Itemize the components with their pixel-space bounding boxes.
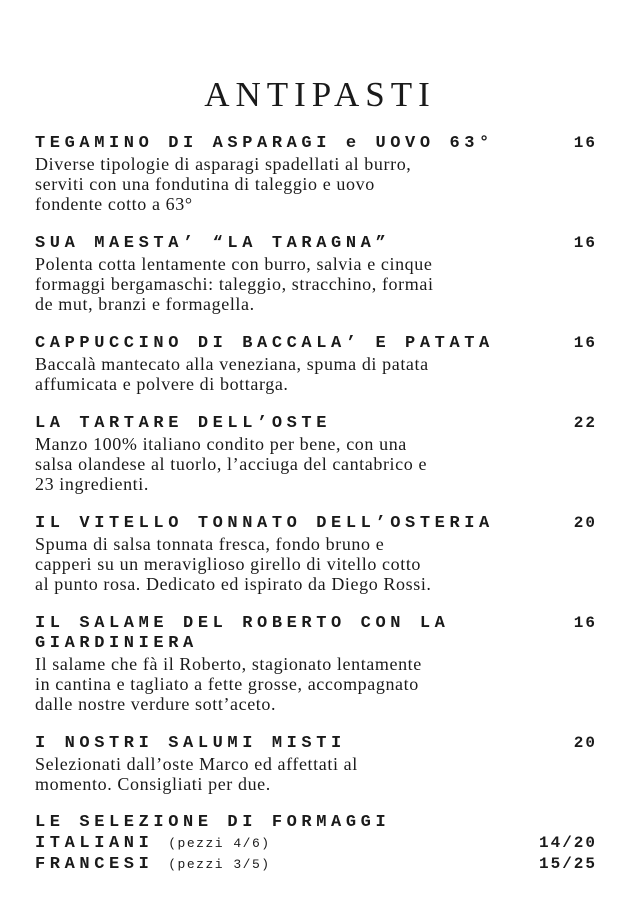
item-description: momento. Consigliati per due.	[35, 774, 271, 794]
menu-item	[35, 613, 597, 714]
cheese-option-francesi	[35, 854, 597, 875]
item-description: 23 ingredienti.	[35, 474, 149, 494]
menu-list	[35, 133, 597, 894]
item-description: capperi su un meraviglioso girello di vitello cotto	[35, 554, 422, 574]
item-description: Selezionati dall’oste Marco ed affettati al	[35, 754, 358, 774]
item-price: 16	[573, 614, 597, 632]
menu-item	[35, 133, 597, 214]
item-name: TEGAMINO DI ASPARAGI e UOVO 63°	[35, 134, 494, 153]
cheese-option-italiani	[35, 833, 597, 854]
menu-item	[35, 413, 597, 494]
item-description: dalle nostre verdure sott’aceto.	[35, 694, 277, 714]
item-name: SUA MAESTA’ “LA TARAGNA”	[35, 234, 391, 253]
item-description: de mut, branzi e formagella.	[35, 294, 255, 314]
item-price: 16	[573, 334, 597, 352]
item-description: Il salame che fà il Roberto, stagionato lentamente	[35, 654, 422, 674]
item-description: salsa olandese al tuorlo, l’acciuga del cantabrico e	[35, 454, 428, 474]
page-title: ANTIPASTI	[204, 75, 436, 115]
menu-item	[35, 513, 597, 594]
menu-item	[35, 333, 597, 394]
item-description: Baccalà mantecato alla veneziana, spuma di patata	[35, 354, 429, 374]
cheese-note: (pezzi 3/5)	[168, 857, 271, 872]
item-description: Polenta cotta lentamente con burro, salvia e cinque	[35, 254, 433, 274]
item-name: I NOSTRI SALUMI MISTI	[35, 734, 346, 753]
item-price: 16	[573, 134, 597, 152]
item-description: formaggi bergamaschi: taleggio, stracchino, formai	[35, 274, 434, 294]
menu-item	[35, 233, 597, 314]
item-name: IL VITELLO TONNATO DELL’OSTERIA	[35, 514, 494, 533]
item-name: IL SALAME DEL ROBERTO CON LA	[35, 614, 450, 633]
item-description: affumicata e polvere di bottarga.	[35, 374, 289, 394]
cheese-price: 14/20	[538, 834, 597, 852]
item-name: LA TARTARE DELL’OSTE	[35, 414, 332, 433]
item-name: GIARDINIERA	[35, 634, 198, 653]
item-price: 20	[573, 734, 597, 752]
item-description: in cantina e tagliato a fette grosse, accompagnato	[35, 674, 419, 694]
item-price: 20	[573, 514, 597, 532]
item-description: fondente cotto a 63°	[35, 194, 193, 214]
item-description: Manzo 100% italiano condito per bene, con una	[35, 434, 407, 454]
cheese-price: 15/25	[538, 855, 597, 873]
cheese-note: (pezzi 4/6)	[168, 836, 271, 851]
item-name: CAPPUCCINO DI BACCALA’ E PATATA	[35, 334, 494, 353]
item-description: Spuma di salsa tonnata fresca, fondo bruno e	[35, 534, 385, 554]
cheese-name: FRANCESI	[35, 855, 154, 874]
cheese-heading: LE SELEZIONE DI FORMAGGI	[35, 813, 391, 832]
menu-item	[35, 733, 597, 794]
item-price: 16	[573, 234, 597, 252]
item-price: 22	[573, 414, 597, 432]
cheese-section	[35, 813, 597, 875]
cheese-name: ITALIANI	[35, 834, 154, 853]
item-description: Diverse tipologie di asparagi spadellati al burro,	[35, 154, 412, 174]
item-description: al punto rosa. Dedicato ed ispirato da Diego Rossi.	[35, 574, 432, 594]
item-description: serviti con una fondutina di taleggio e uovo	[35, 174, 375, 194]
